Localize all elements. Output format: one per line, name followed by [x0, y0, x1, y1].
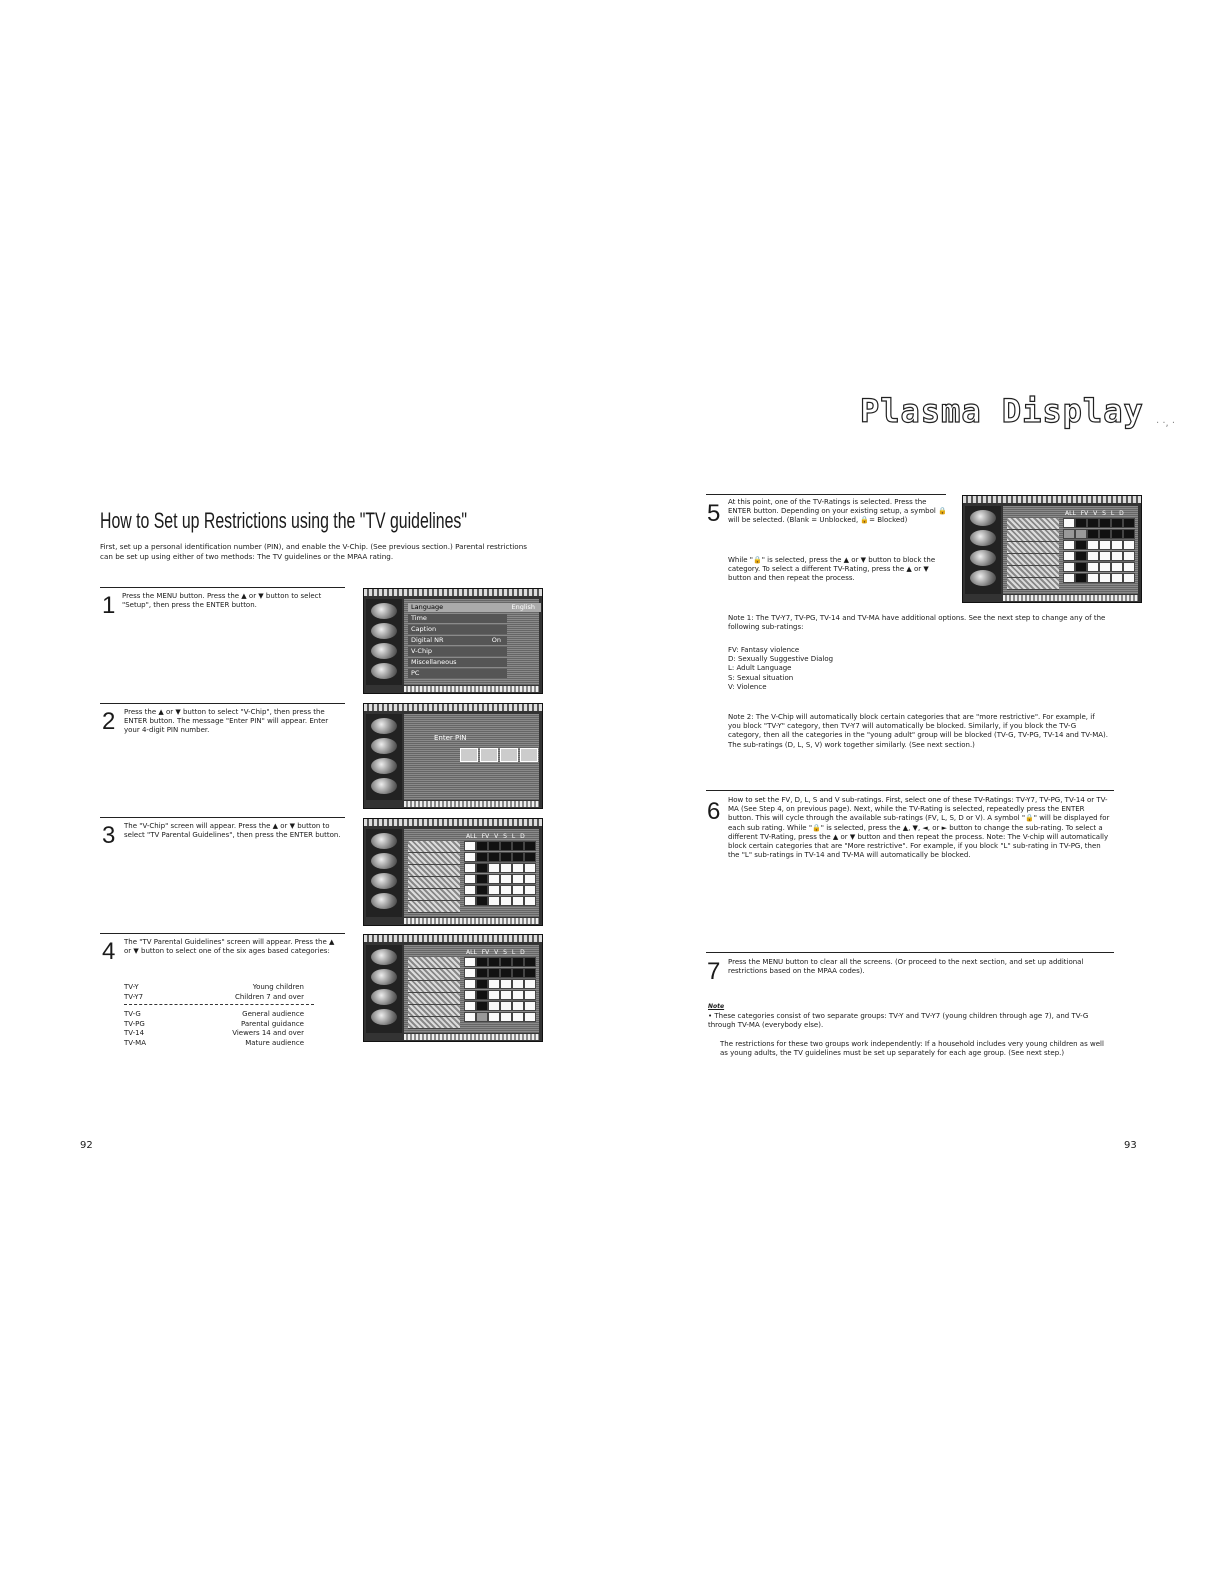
step-text-continued: While "🔒" is selected, press the ▲ or ▼ button to block the category. To select a different TV-Rating, press the ▲ or ▼ button and then repeat the process.: [728, 556, 936, 583]
menu-icon: [371, 623, 397, 639]
step-number: 1: [102, 592, 116, 619]
brand-logo-text: Plasma Display: [860, 392, 1144, 430]
menu-item-pc: PC: [408, 669, 507, 678]
step-text: Press the ▲ or ▼ button to select "V-Chip", then press the ENTER button. The message "Enter PIN" will appear. Enter your 4-digit PIN number.: [124, 708, 329, 735]
age-row: TV-Y Young children: [124, 983, 304, 991]
step-number: 3: [102, 822, 116, 849]
pin-digit-box: [520, 748, 538, 762]
menu-item-time: Time: [408, 614, 507, 623]
note-bullet: • These categories consist of two separate groups: TV-Y and TV-Y7 (young children through age 7), and TV-G through TV-MA (everybody else).: [708, 1012, 1089, 1030]
grid-header: ALL FV V S L D: [1065, 510, 1124, 517]
age-row: TV-PG Parental guidance: [124, 1019, 304, 1028]
step-number: 5: [707, 500, 721, 527]
page-number-left: 92: [80, 1140, 93, 1151]
menu-icon: [970, 510, 996, 526]
grid-header: ALL FV V S L D: [466, 833, 525, 840]
age-row: TV-MA Mature audience: [124, 1038, 304, 1047]
intro-text: First, set up a personal identification number (PIN), and enable the V-Chip. (See previous section.) Parental restrictions can be set up using either of two methods: The TV guidelines or the MPAA rating.: [100, 542, 527, 561]
step-text: At this point, one of the TV-Ratings is selected. Press the ENTER button. Depending on your existing setup, a symbol 🔒 will be selected. (Blank = Unblocked, 🔒= Blocked): [728, 498, 947, 525]
note-1: Note 1: The TV-Y7, TV-PG, TV-14 and TV-MA have additional options. See the next step to change any of the following sub-ratings:: [728, 614, 1106, 632]
menu-icon: [371, 1009, 397, 1025]
menu-icon: [371, 778, 397, 794]
step-text: Press the MENU button. Press the ▲ or ▼ button to select "Setup", then press the ENTER button.: [122, 592, 322, 610]
setup-menu-screenshot: [363, 588, 543, 694]
divider: [706, 790, 1114, 791]
tv-guidelines-grid-screenshot: [363, 934, 543, 1042]
note-bullet: The restrictions for these two groups work independently: If a household includes very young children as well as young adults, the TV guidelines must be set up separately for each age group. (See next step.): [720, 1040, 1104, 1058]
menu-icon: [970, 570, 996, 586]
note-2: Note 2: The V-Chip will automatically block certain categories that are "more restrictive". For example, if you block "TV-Y" category, then TV-Y7 will automatically be blocked. Similarly, if you block the TV-G category, then all the categories in the "young adult" group will be blocked (TV-G, TV-PG, TV-14 and TV-MA). The sub-ratings (D, L, S, V) work together similarly. (See next section.): [728, 713, 1108, 749]
subrating-item: L: Adult Language: [728, 664, 792, 673]
menu-icon: [371, 873, 397, 889]
step-number: 2: [102, 708, 116, 735]
divider: [100, 703, 345, 704]
divider: [706, 494, 946, 495]
menu-item-language: Language English: [408, 603, 541, 612]
step-number: 6: [707, 798, 721, 825]
menu-icon: [970, 530, 996, 546]
menu-icon: [371, 853, 397, 869]
divider: [706, 952, 1114, 953]
pin-prompt: Enter PIN: [434, 734, 467, 742]
note-heading: Note: [708, 1003, 725, 1010]
v-chip-grid-screenshot: [363, 818, 543, 926]
group-separator: [124, 1004, 314, 1005]
step-number: 4: [102, 938, 116, 965]
divider: [100, 933, 345, 934]
pin-digit-box: [460, 748, 478, 762]
subrating-item: V: Violence: [728, 682, 767, 691]
step-text: The "TV Parental Guidelines" screen will appear. Press the ▲ or ▼ button to select one of the six ages based categories:: [124, 938, 335, 956]
menu-icon: [371, 718, 397, 734]
rating-block-screenshot: [962, 495, 1142, 603]
subrating-item: FV: Fantasy violence: [728, 646, 800, 654]
step-number: 7: [707, 958, 721, 985]
menu-icon: [371, 738, 397, 754]
step-text: How to set the FV, D, L, S and V sub-ratings. First, select one of these TV-Ratings: TV-Y7, TV-PG, TV-14 or TV-MA (See Step 4, on previous page). Next, while the TV-Rating is selected, repeatedly press the ENTER button. This will cycle through the available sub-ratings (FV, L, S, D or V). A symbol "🔒" will be displayed for each sub rating. While "🔒" is selected, press the ▲, ▼, ◄, or ► button to change the sub-rating. To select a different TV-Rating, press the ▲ or ▼ button and then repeat the process. Note: The V-chip will automatically block certain categories that are "More restrictive". For example, if you block "L" sub-rating in TV-PG, then the "L" sub-ratings in TV-14 and TV-MA will automatically be blocked.: [728, 796, 1110, 860]
menu-icon: [371, 758, 397, 774]
step-text: Press the MENU button to clear all the screens. (Or proceed to the next section, and set up additional restrictions based on the MPAA codes).: [728, 958, 1084, 976]
menu-icon: [371, 663, 397, 679]
menu-icon: [970, 550, 996, 566]
divider: [100, 587, 345, 588]
menu-item-digital-nr: Digital NR On: [408, 636, 507, 645]
age-row: TV-Y7 Children 7 and over: [124, 992, 304, 1001]
subratings-list: [728, 646, 928, 692]
menu-item-caption: Caption: [408, 625, 507, 634]
pin-digit-box: [480, 748, 498, 762]
subrating-item: D: Sexually Suggestive Dialog: [728, 655, 834, 664]
subrating-item: S: Sexual situation: [728, 673, 794, 682]
enter-pin-screenshot: [363, 703, 543, 809]
page-number-right: 93: [1124, 1140, 1137, 1151]
corner-mark: · ·, ·: [1156, 418, 1176, 429]
menu-icon: [371, 643, 397, 659]
menu-item-v-chip: V-Chip: [408, 647, 507, 656]
divider: [100, 817, 345, 818]
menu-icon: [371, 893, 397, 909]
age-row: TV-14 Viewers 14 and over: [124, 1029, 304, 1038]
pin-digit-box: [500, 748, 518, 762]
menu-icon: [371, 989, 397, 1005]
page-title: How to Set up Restrictions using the "TV guidelines": [100, 508, 467, 533]
menu-icon: [371, 833, 397, 849]
age-row: TV-G General audience: [124, 1010, 304, 1019]
menu-icon: [371, 603, 397, 619]
menu-icon: [371, 949, 397, 965]
step-text: The "V-Chip" screen will appear. Press the ▲ or ▼ button to select "TV Parental Guidelines", then press the ENTER button.: [124, 822, 341, 840]
menu-item-miscellaneous: Miscellaneous: [408, 658, 507, 667]
age-category-list: [124, 983, 314, 1049]
grid-header: ALL FV V S L D: [466, 949, 525, 956]
menu-icon: [371, 969, 397, 985]
